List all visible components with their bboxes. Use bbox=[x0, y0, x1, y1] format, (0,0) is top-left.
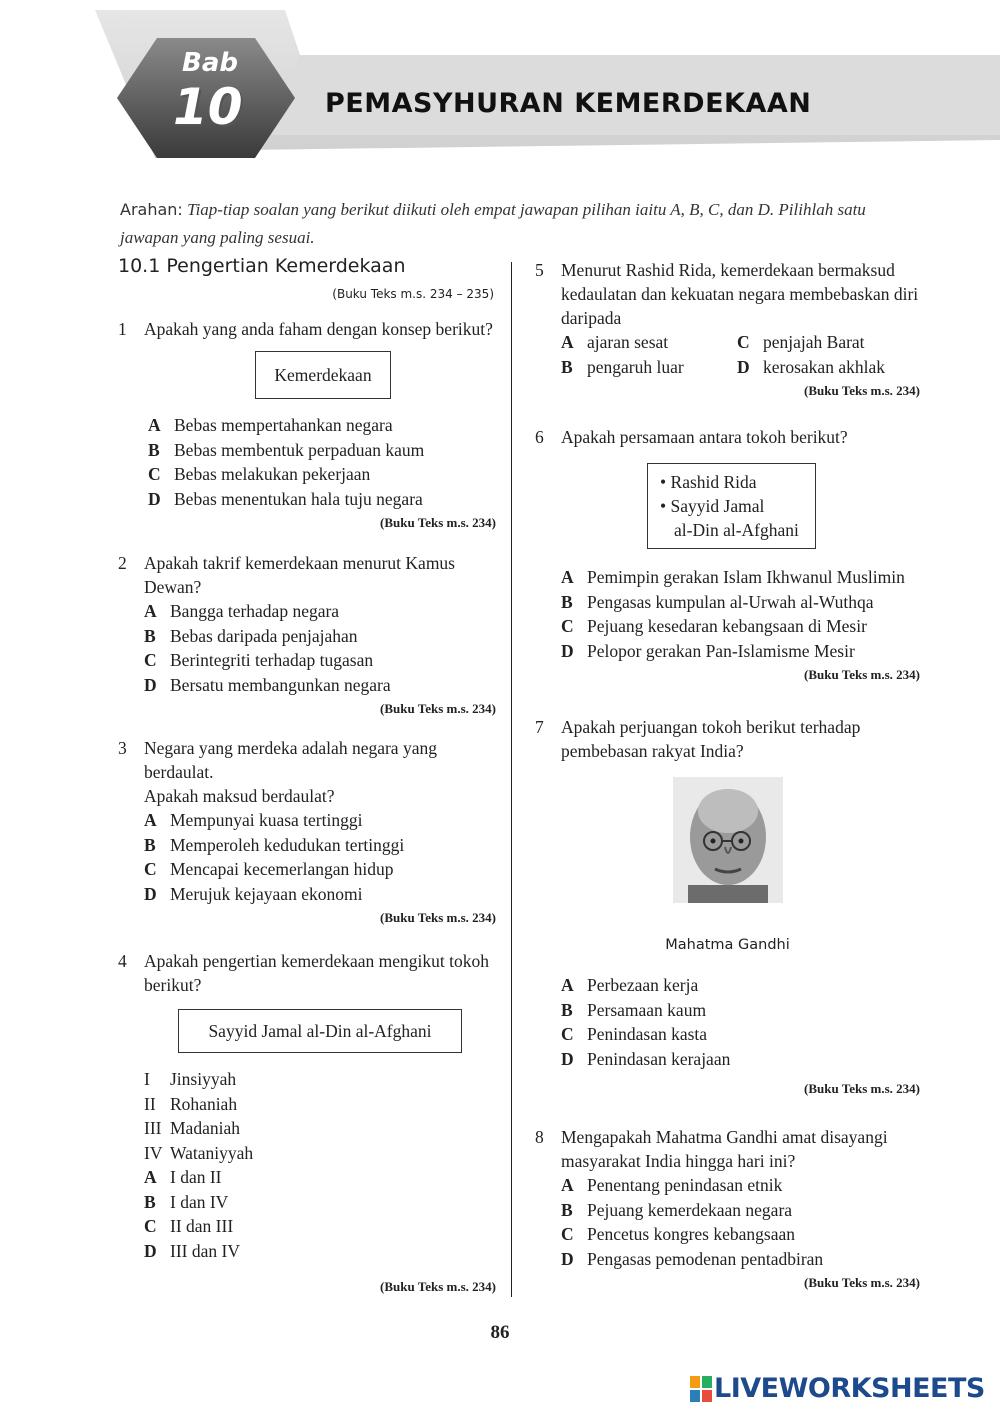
textbook-ref: (Buku Teks m.s. 234) bbox=[804, 383, 920, 398]
column-divider bbox=[511, 262, 512, 1297]
question-number: 6 bbox=[535, 427, 544, 447]
question-3 bbox=[118, 736, 496, 930]
question-stem: Negara yang merdeka adalah negara yang berdaulat. bbox=[144, 738, 437, 782]
option-a[interactable]: A Bangga terhadap negara bbox=[144, 601, 340, 622]
option-b[interactable]: B I dan IV bbox=[144, 1191, 229, 1212]
option-d[interactable]: D Merujuk kejayaan ekonomi bbox=[144, 883, 363, 904]
option-b[interactable]: B Memperoleh kedudukan tertinggi bbox=[144, 834, 405, 855]
question-stem-2: Apakah maksud berdaulat? bbox=[144, 786, 335, 806]
statement-iv: IV Wataniyyah bbox=[144, 1142, 254, 1163]
textbook-ref: (Buku Teks m.s. 234) bbox=[804, 1081, 920, 1096]
textbook-ref: (Buku Teks m.s. 234) bbox=[380, 701, 496, 716]
option-b[interactable]: B pengaruh luar bbox=[561, 356, 684, 377]
option-c[interactable]: C Pejuang kesedaran kebangsaan di Mesir bbox=[561, 616, 867, 637]
photo-caption: Mahatma Gandhi bbox=[665, 937, 790, 953]
option-d[interactable]: D Penindasan kerajaan bbox=[561, 1048, 731, 1069]
instructions-text: Tiap-tiap soalan yang berikut diikuti oleh empat jawapan pilihan iaitu A, B, C, dan D. Pilihlah satu jawapan yang paling sesuai. bbox=[120, 200, 866, 247]
question-number: 5 bbox=[535, 260, 544, 280]
watermark-text: LIVEWORKSHEETS bbox=[714, 1373, 985, 1404]
chapter-number: 10 bbox=[173, 78, 243, 136]
option-b[interactable]: B Pengasas kumpulan al-Urwah al-Wuthqa bbox=[561, 591, 874, 612]
option-c[interactable]: C Penindasan kasta bbox=[561, 1024, 708, 1045]
textbook-ref: (Buku Teks m.s. 234) bbox=[804, 667, 920, 682]
option-c[interactable]: C Bebas melakukan pekerjaan bbox=[148, 464, 371, 485]
option-b[interactable]: B Bebas membentuk perpaduan kaum bbox=[148, 439, 425, 460]
option-a[interactable]: A Penentang penindasan etnik bbox=[561, 1175, 783, 1196]
question-number: 4 bbox=[118, 951, 127, 971]
option-b[interactable]: B Bebas daripada penjajahan bbox=[144, 625, 358, 646]
instructions bbox=[120, 196, 920, 252]
option-d[interactable]: D Bebas menentukan hala tuju negara bbox=[148, 488, 423, 509]
option-a[interactable]: A Bebas mempertahankan negara bbox=[148, 415, 393, 436]
statement-i: I Jinsiyyah bbox=[144, 1069, 237, 1090]
textbook-ref: (Buku Teks m.s. 234) bbox=[380, 1279, 496, 1294]
page-number: 86 bbox=[490, 1322, 510, 1343]
question-stem: Apakah yang anda faham dengan konsep berikut? bbox=[144, 319, 493, 339]
textbook-ref: (Buku Teks m.s. 234) bbox=[380, 910, 496, 925]
question-stem: Apakah perjuangan tokoh berikut terhadap pembebasan rakyat India? bbox=[561, 717, 861, 761]
option-b[interactable]: B Pejuang kemerdekaan negara bbox=[561, 1199, 793, 1220]
figures-box bbox=[647, 463, 816, 549]
option-a[interactable]: A Mempunyai kuasa tertinggi bbox=[144, 810, 363, 831]
question-4 bbox=[118, 949, 496, 1299]
question-number: 7 bbox=[535, 717, 544, 737]
option-c[interactable]: C penjajah Barat bbox=[737, 332, 865, 353]
question-2 bbox=[118, 551, 496, 721]
chapter-title: PEMASYHURAN KEMERDEKAAN bbox=[325, 88, 812, 119]
statement-ii: II Rohaniah bbox=[144, 1093, 238, 1114]
bullet-item: al-Din al-Afghani bbox=[674, 520, 799, 540]
textbook-ref: (Buku Teks m.s. 234) bbox=[380, 515, 496, 530]
option-d[interactable]: D kerosakan akhlak bbox=[737, 356, 885, 377]
question-5 bbox=[535, 258, 920, 403]
question-8 bbox=[535, 1125, 920, 1295]
option-d[interactable]: D Pelopor gerakan Pan-Islamisme Mesir bbox=[561, 640, 855, 661]
option-a[interactable]: A ajaran sesat bbox=[561, 332, 669, 353]
question-stem: Apakah persamaan antara tokoh berikut? bbox=[561, 427, 848, 447]
option-c[interactable]: C Mencapai kecemerlangan hidup bbox=[144, 859, 394, 880]
option-a[interactable]: A Pemimpin gerakan Islam Ikhwanul Muslimin bbox=[561, 567, 905, 588]
section-ref: (Buku Teks m.s. 234 – 235) bbox=[332, 287, 494, 301]
option-b[interactable]: B Persamaan kaum bbox=[561, 999, 707, 1020]
question-number: 1 bbox=[118, 319, 127, 339]
option-c[interactable]: C II dan III bbox=[144, 1216, 234, 1237]
question-stem: Apakah pengertian kemerdekaan mengikut tokoh berikut? bbox=[144, 951, 490, 995]
question-stem: Apakah takrif kemerdekaan menurut Kamus Dewan? bbox=[144, 553, 455, 597]
option-d[interactable]: D Pengasas pemodenan pentadbiran bbox=[561, 1248, 824, 1269]
figure-box: Sayyid Jamal al-Din al-Afghani bbox=[178, 1009, 462, 1053]
option-a[interactable]: A I dan II bbox=[144, 1167, 222, 1188]
gandhi-photo bbox=[673, 777, 783, 903]
section-title: 10.1 Pengertian Kemerdekaan bbox=[118, 255, 406, 277]
option-d[interactable]: D Bersatu membangunkan negara bbox=[144, 674, 391, 695]
statement-iii: III Madaniah bbox=[144, 1118, 240, 1139]
watermark bbox=[690, 1373, 985, 1404]
question-number: 8 bbox=[535, 1127, 544, 1147]
liveworksheets-logo-icon bbox=[690, 1376, 712, 1402]
option-c[interactable]: C Pencetus kongres kebangsaan bbox=[561, 1224, 795, 1245]
concept-box: Kemerdekaan bbox=[255, 351, 391, 399]
option-d[interactable]: D III dan IV bbox=[144, 1240, 240, 1261]
bullet-item: • Sayyid Jamal bbox=[660, 496, 765, 516]
instructions-lead: Arahan: bbox=[120, 200, 183, 219]
bab-label: Bab bbox=[182, 48, 238, 78]
question-1 bbox=[118, 317, 496, 535]
textbook-ref: (Buku Teks m.s. 234) bbox=[804, 1275, 920, 1290]
option-c[interactable]: C Berintegriti terhadap tugasan bbox=[144, 650, 374, 671]
bullet-item: • Rashid Rida bbox=[660, 472, 757, 492]
question-number: 2 bbox=[118, 553, 127, 573]
question-6 bbox=[535, 425, 920, 687]
question-number: 3 bbox=[118, 738, 127, 758]
question-stem: Menurut Rashid Rida, kemerdekaan bermaksud kedaulatan dan kekuatan negara membebaskan diri daripada bbox=[561, 260, 919, 328]
question-7 bbox=[535, 715, 920, 1101]
question-stem: Mengapakah Mahatma Gandhi amat disayangi masyarakat India hingga hari ini? bbox=[561, 1127, 888, 1171]
option-a[interactable]: A Perbezaan kerja bbox=[561, 975, 699, 996]
